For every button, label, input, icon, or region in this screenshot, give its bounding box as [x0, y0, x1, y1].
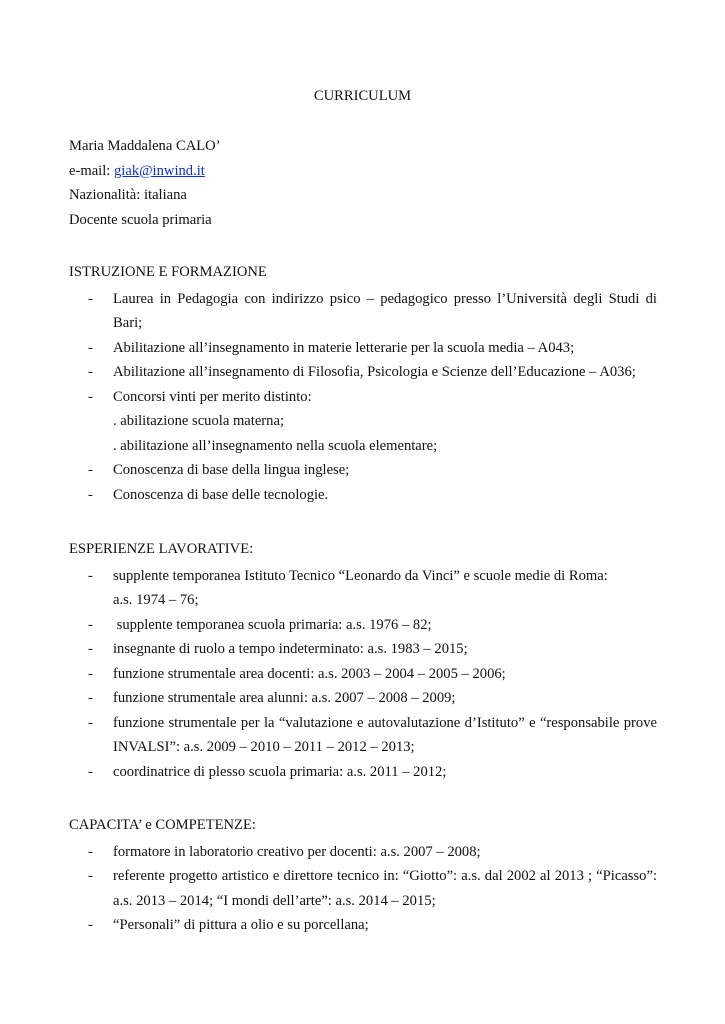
- list-item-line: a.s. 2013 – 2014; “I mondi dell’arte”: a.s. 2014 – 2015;: [113, 892, 436, 909]
- document-title: CURRICULUM: [313, 88, 412, 104]
- list-item: [69, 913, 657, 938]
- list-item-text: funzione strumentale area docenti: a.s. 2003 – 2004 – 2005 – 2006;: [113, 665, 506, 682]
- bullet-dash: -: [88, 843, 93, 860]
- list-item: [69, 287, 657, 336]
- bullet-dash: -: [88, 714, 93, 731]
- email-label: e-mail:: [69, 162, 114, 179]
- bullet-dash: -: [88, 763, 93, 780]
- list-item: [69, 760, 657, 785]
- contact-block: [69, 136, 657, 234]
- list-item-text: Abilitazione all’insegnamento in materie letterarie per la scuola media – A043;: [113, 339, 575, 356]
- bullet-dash: -: [88, 486, 93, 503]
- list-item: [69, 564, 657, 613]
- list-item: [69, 840, 657, 865]
- list-item-line: Bari;: [113, 315, 143, 331]
- section-istruzione: [69, 262, 657, 507]
- bullet-dash: -: [88, 690, 93, 706]
- bullet-dash: -: [88, 868, 93, 884]
- sub-item: . abilitazione all’insegnamento nella scuola elementare;: [113, 437, 438, 454]
- sub-item: . abilitazione scuola materna;: [113, 413, 284, 429]
- list-item: [69, 360, 657, 385]
- list-item-text: [113, 864, 657, 913]
- list-item: [69, 637, 657, 662]
- list-item-text: insegnante di ruolo a tempo indeterminato: a.s. 1983 – 2015;: [113, 641, 468, 657]
- bullet-dash: -: [88, 462, 93, 478]
- section-heading: CAPACITA’ e COMPETENZE:: [69, 817, 256, 833]
- list-item-text: [113, 564, 657, 613]
- section-esperienze: [69, 539, 657, 784]
- list-item-text: formatore in laboratorio creativo per docenti: a.s. 2007 – 2008;: [113, 843, 481, 860]
- list-item-text: Conoscenza di base delle tecnologie.: [113, 486, 329, 503]
- list-item: [69, 686, 657, 711]
- section-heading: ISTRUZIONE E FORMAZIONE: [69, 264, 267, 280]
- bullet-dash: -: [88, 641, 93, 657]
- list-item: [69, 483, 657, 508]
- list-item-text: Abilitazione all’insegnamento di Filosofia, Psicologia e Scienze dell’Educazione – A036;: [113, 364, 636, 380]
- list-item-line: funzione strumentale per la “valutazione e autovalutazione d’Istituto” e “responsabile prove: [113, 714, 657, 731]
- list-item: [69, 864, 657, 913]
- role: Docente scuola primaria: [69, 211, 212, 228]
- list-item-text: funzione strumentale area alunni: a.s. 2007 – 2008 – 2009;: [113, 690, 456, 706]
- email-line: [69, 161, 657, 186]
- bullet-dash: -: [88, 567, 93, 584]
- list-item-text: Conoscenza di base della lingua inglese;: [113, 462, 350, 478]
- list-item: [69, 458, 657, 483]
- section-capacita: [69, 815, 657, 938]
- person-name: Maria Maddalena CALO’: [69, 138, 221, 154]
- bullet-dash: -: [88, 388, 93, 405]
- section-heading: ESPERIENZE LAVORATIVE:: [69, 541, 254, 557]
- list-item-text: [113, 287, 657, 336]
- bullet-dash: -: [88, 616, 93, 633]
- list-item: [69, 662, 657, 687]
- list-item-text: [113, 711, 657, 760]
- bullet-dash: -: [88, 290, 93, 307]
- list-item-line: a.s. 1974 – 76;: [113, 592, 199, 608]
- list-item-line: supplente temporanea Istituto Tecnico “Leonardo da Vinci” e scuole medie di Roma:: [113, 567, 608, 584]
- list-item-line: referente progetto artistico e direttore tecnico in: “Giotto”: a.s. dal 2002 al 2013 ; “Picasso”:: [113, 868, 657, 884]
- list-item-line: Laurea in Pedagogia con indirizzo psico – pedagogico presso l’Università degli Studi di: [113, 290, 657, 307]
- list-item-text: Concorsi vinti per merito distinto:: [113, 388, 312, 405]
- list-item-line: INVALSI”: a.s. 2009 – 2010 – 2011 – 2012 – 2013;: [113, 739, 415, 755]
- list-item: [69, 711, 657, 760]
- bullet-dash: -: [88, 364, 93, 380]
- bullet-dash: -: [88, 917, 93, 933]
- email-link[interactable]: giak@inwind.it: [113, 162, 205, 179]
- list-item-text: coordinatrice di plesso scuola primaria: a.s. 2011 – 2012;: [113, 763, 447, 780]
- list-item: [69, 336, 657, 361]
- nationality: Nazionalità: italiana: [69, 187, 187, 203]
- bullet-dash: -: [88, 665, 93, 682]
- list-item: [69, 385, 657, 410]
- list-item-text: supplente temporanea scuola primaria: a.s. 1976 – 82;: [113, 616, 432, 633]
- list-item: [69, 613, 657, 638]
- list-item-text: “Personali” di pittura a olio e su porcellana;: [113, 917, 369, 933]
- bullet-dash: -: [88, 339, 93, 356]
